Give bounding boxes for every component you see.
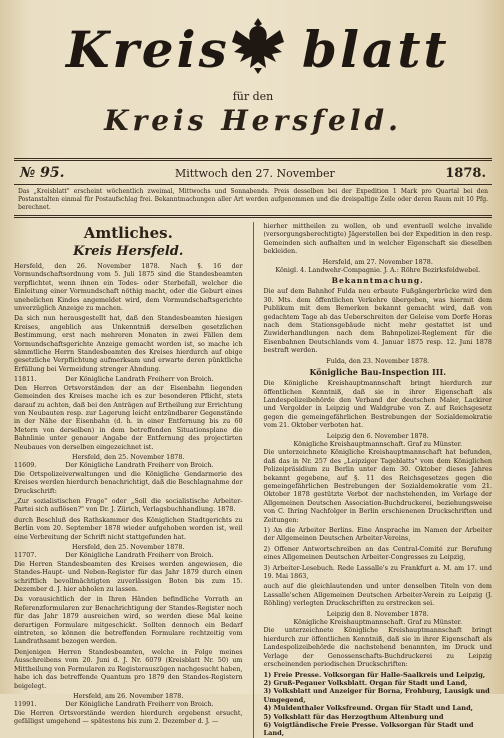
issue-year: 1878.	[445, 166, 486, 181]
right-column	[263, 222, 492, 738]
subsection-heading: Kreis Hersfeld.	[73, 244, 184, 259]
dateline	[14, 161, 492, 184]
article-paragraph: hierher mittheilen zu wollen, ob und eventuell welche invalide (versorgungsberechtigte) Jägerstellen bei der Expedition in den resp. Gemeinden sich aufhalten und in welcher Eigenschaft sie dieselben bekleiden.	[263, 222, 492, 256]
masthead-subtitle: Kreis Hersfeld.	[104, 104, 402, 137]
masthead-title-left: Kreis	[66, 20, 230, 79]
left-column	[14, 222, 243, 738]
list-item: 2) Gruß-Pegauer Volksblatt. Organ für Stadt und Land,	[263, 678, 468, 687]
signature-line: Königl. 4. Landwehr-Compagnie. J. A.: Röhre Bezirksfeldwebel.	[275, 266, 481, 275]
article-paragraph: Die auf dem Bahnhof Fulda neu erbaute Fußgängerbrücke wird den 30. Mts. dem öffentlichen Verkehre übergeben, was hiermit dem Publikum mit dem Bemerken bekannt gemacht wird, daß von gedachtem Tage ab das Ueberschreiten der Geleise vom Dorfe Horas nach dem Stationsgebäude nicht mehr gestattet ist und Zuwiderhandlungen nach dem Bahnpolizei-Reglement für die Eisenbahnen Deutschlands vom 4. Januar 1875 resp. 12. Juni 1878 bestraft werden.	[263, 287, 492, 355]
issue-number: № 95.	[20, 165, 65, 181]
article-paragraph: Die unterzeichnete Königliche Kreishauptmannschaft hat befunden, daß das in Nr. 257 des „Leipziger Tageblatts" vom dem Königlichen Polizeipräsidium zu Berlin unter dem 30. Oktober dieses Jahres bekannt gegebene, auf §. 11 des Reichsgesetzes gegen die gemeingefährlichen Bestrebungen der Sozialdemokratie vom 21. Oktober 1878 gestützte Verbot der nachstehenden, im Verlage der Allgemeinen Deutschen Association-Buchdruckerei, beziehungsweise von C. Ihring Nachfolger in Berlin erschienenen Druckschriften und Zeitungen:	[263, 448, 492, 524]
column-divider	[253, 222, 254, 738]
article-paragraph: Hersfeld, den 26. November 1878. Nach §. 16 der Vormundschaftsordnung vom 5. Juli 1875 sind die Standesbeamten verpflichtet, wenn ihnen ein Todes- oder Sterbefall, welcher die Einleitung einer Vormundschaft nöthig macht, oder die Geburt eines unehelichen Kindes angemeldet wird, dem Vormundschaftsgerichte unverzüglich Anzeige zu machen.	[14, 262, 243, 313]
article-paragraph: 3) Arbeiter-Lesebuch. Rede Lassalle's zu Frankfurt a. M. am 17. und 19. Mai 1863,	[263, 563, 492, 581]
list-item: 1) Freie Presse. Volksorgan für Halle-Saalkreis und Leipzig,	[263, 670, 486, 679]
notice-rule	[14, 215, 492, 218]
article-paragraph: Da sich nun herausgestellt hat, daß den Standesbeamten hiesigen Kreises, angeblich aus Unkenntniß derselben gesetzlichen Bestimmung, erst nach mehreren Monaten in zwei Fällen dem Vormundschaftsgerichte Anzeige gemacht worden ist, so mache ich sämmtliche Herrn Standesbeamten des Kreises hierdurch auf obige gesetzliche Verpflichtung aufmerksam und erwarte deren pünktliche Erfüllung bei Vermeidung strenger Ahndung.	[14, 314, 243, 373]
issue-date: Mittwoch den 27. November	[174, 167, 335, 180]
article-paragraph: Da vorausichtlich der in Ihren Händen befindliche Vorrath an Referenzformularen zur Benachrichtigung der Standes-Register noch für das Jahr 1879 ausreichen wird, so werden diese Mal keine derartigen Formulare mitgeschickt. Sollten dennoch ein Bedarf eintreten, so können die betreffenden Formulare rechtzeitig vom Landrathsamt bezogen werden.	[14, 595, 243, 646]
article-paragraph: Die unterzeichnete Königliche Kreishauptmannschaft bringt hierdurch zur öffentlichen Kenntniß, daß sie in ihrer Eigenschaft als Landespolizeibehörde die nachstehend benannten, im Druck und Verlage der Genossenschafts-Buchdruckerei zu Leipzig erscheinenden periodischen Druckschriften:	[263, 626, 492, 669]
eagle-crest-icon	[228, 12, 288, 76]
date-line: Hersfeld, den 25. November 1878.	[72, 452, 185, 461]
article-columns	[14, 222, 492, 738]
date-line: Hersfeld, am 27. November 1878.	[322, 257, 433, 266]
article-paragraph: Die Herren Ortsvorstände werden hierdurch ergebenst ersucht, gefälligst umgehend — spätestens bis zum 2. Dezember d. J. —	[14, 708, 243, 726]
article-paragraph: Die Ortspolizeiverwaltungen und die Königliche Gendarmerie des Kreises werden hierdurch benachrichtigt, daß die Beschlagnahme der Druckschrift:	[14, 469, 243, 495]
article-paragraph: durch Beschluß des Rathskammer des Königlichen Stadtgerichts zu Berlin vom 20. September 1878 wieder aufgehoben worden ist, weil eine Verbreitung der Schrift nicht stattgefunden hat.	[14, 515, 243, 541]
masthead-title-right: blatt	[302, 20, 450, 79]
list-item: 6) Voigtländische Freie Presse. Volksorgan für Stadt und Land,	[263, 720, 474, 738]
article-heading: Bekanntmachung.	[331, 276, 424, 286]
date-line: Fulda, den 23. November 1878.	[326, 356, 430, 365]
subscription-notice: Das „Kreisblatt" erscheint wöchentlich zweimal, Mittwochs und Sonnabends. Preis desselben bei der Expedition 1 Mark pro Quartal bei den Postanstalten einmal für Postaufschlag frei. Bekanntmachungen aller Art werden aufgenommen und die dreispaltige Zeile oder deren Raum mit 10 Pfg. berechnet.	[18, 188, 488, 211]
date-line: Leipzig den 6. November 1878.	[326, 431, 429, 440]
signature-line: Königliche Kreishauptmannschaft. Graf zu Münster.	[293, 439, 462, 448]
signature-line: 11991. Der Königliche Landrath Freiherr von Broich.	[14, 700, 214, 709]
article-paragraph: Den Herren Ortsvorständen der an der Eisenbahn liegenden Gemeinden des Kreises mache ich es zur besonderen Pflicht, stets darauf zu achten, daß bei den Anträgen auf Ertheilung zur Errichtung von Neubauten resp. zur Lagerung leicht entzündbarer Gegenstände in der Nähe der Eisenbahn (d. h. in einer Entfernung bis zu 60 Metern von derselben) in dem betreffenden Situationsplane die Bahnlinie unter genauer Angabe der Entfernung des projectirten Neubaues von derselben eingezeichnet ist.	[14, 383, 243, 451]
article-heading: Königliche Bau-Inspection III.	[309, 367, 447, 378]
list-item: 3) Volksblatt und Anzeiger für Borna, Frohburg, Lausigk und Umgegend,	[263, 687, 490, 704]
date-line: Leipzig den 8. November 1878.	[326, 609, 429, 618]
masthead	[14, 6, 492, 158]
article-paragraph: Denjenigen Herren Standesbeamten, welche in Folge meines Ausschreibens vom 20. Juni d. J. Nr. 6079 (Kreisblatt Nr. 50) um Mittheilung von Formularen zu Registerauszügen nachgesucht haben, habe ich das betreffende Quantum pro 1879 den Standes-Registern beigelegt.	[14, 647, 243, 690]
list-item: 4) Muldenthaler Volksfreund. Organ für Stadt und Land,	[263, 704, 473, 713]
article-paragraph: Die Königliche Kreishauptmannschaft bringt hierdurch zur öffentlichen Kenntniß, daß sie in ihrer Eigenschaft als Landespolizeibehörde den Verband der deutschen Maler, Lackirer und Vergolder in Leipzig und Waldgrube von Z. auf Reichsgesetz gegen die gemeingefährlichen Bestrebungen der Sozialdemokratie vom 21. Oktober verboten hat.	[263, 379, 492, 430]
article-paragraph: 1) An die Arbeiter Berlins. Eine Ansprache im Namen der Arbeiter der Allgemeinen Deutschen Arbeiter-Vereins,	[263, 526, 492, 543]
list-item: 5) Volksblatt für das Herzogthum Altenburg und	[263, 712, 444, 721]
section-heading: Amtliches.	[83, 224, 173, 242]
signature-line: Königliche Kreishauptmannschaft. Graf zu Münster.	[293, 618, 462, 627]
signature-line: 11811. Der Königliche Landrath Freiherr von Broich.	[14, 375, 214, 384]
date-line: Hersfeld, am 26. November 1878.	[73, 691, 184, 700]
article-paragraph: „Zur sozialistischen Frage" oder „Soll die socialistische Arbeiter-Partei sich auflösen?" von Dr. J. Zürich, Verlagsbuchhandlung. 1878.	[14, 496, 243, 514]
signature-line: 11707. Der Königliche Landrath Freiherr von Broich.	[14, 551, 214, 560]
article-paragraph: 2) Offener Antwortschreiben an das Central-Comité zur Berufung eines Allgemeinen Deutschen Arbeiter-Congresses zu Leipzig,	[263, 544, 492, 562]
article-paragraph: Die Herren Standesbeamten des Kreises werden angewiesen, die Standes-Haupt- und Neben-Register für das Jahr 1879 durch einen schriftlich bevollmächtigten zuverlässigen Boten bis zum 15. Dezember d. J. hier abholen zu lassen.	[14, 559, 243, 594]
signature-line: 11609. Der Königliche Landrath Freiherr von Broich.	[14, 461, 214, 470]
masthead-fuer: für den	[232, 90, 274, 103]
date-line: Hersfeld, den 25. November 1878.	[72, 543, 185, 551]
article-paragraph: auch auf die gleichlautenden und unter denselben Titeln von dem Lassalle'schen Allgemeinen Deutschen Arbeiter-Verein zu Leipzig (J. Röhling) verlegten Druckschriften zu erstrecken sei.	[263, 582, 492, 608]
